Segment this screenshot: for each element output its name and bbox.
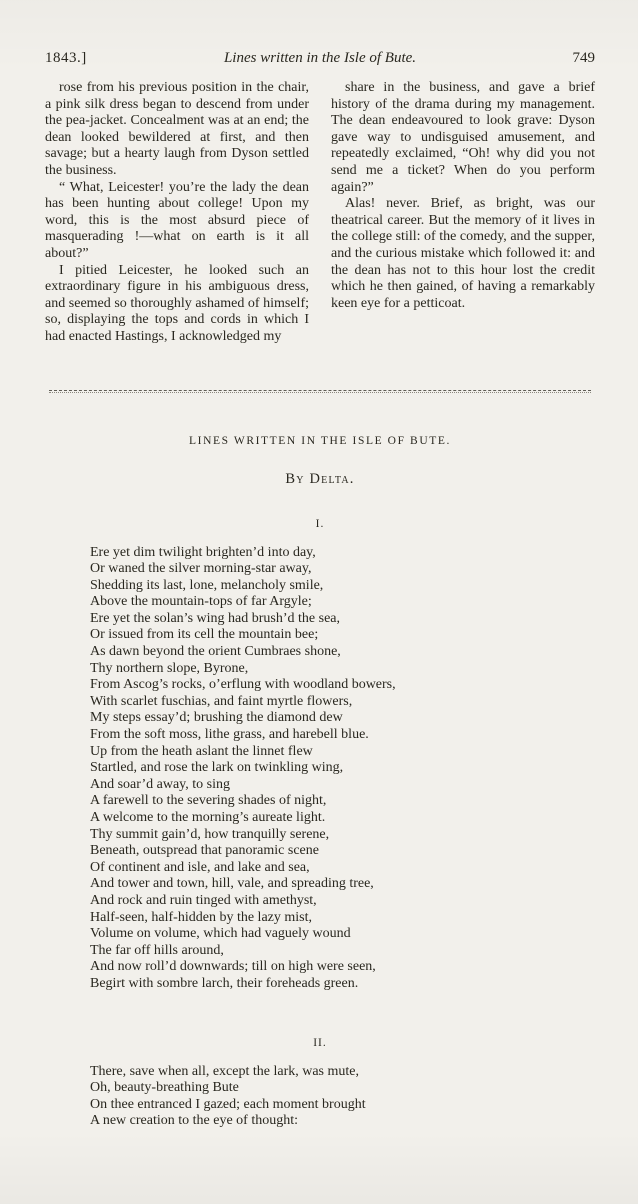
poem-article bbox=[45, 435, 595, 1130]
poem-line: Ere yet the solan’s wing had brush’d the sea, bbox=[90, 610, 340, 626]
paragraph: share in the business, and gave a brief history of the drama during my management. The dean endeavoured to look grave: Dyson gave way to undisguised amusement, and repeatedly exclaimed, “Oh! why did you not send me a ticket? When do you perform again?” bbox=[331, 80, 595, 195]
header-page-number: 749 bbox=[572, 50, 595, 66]
poem-line: Begirt with sombre larch, their foreheads green. bbox=[90, 975, 359, 991]
poem-line: Thy northern slope, Byrone, bbox=[90, 660, 249, 676]
poem-line: A welcome to the morning’s aureate light. bbox=[90, 810, 326, 825]
section-numeral-2: II. bbox=[313, 1036, 327, 1049]
poem-line: There, save when all, except the lark, was mute, bbox=[90, 1063, 360, 1079]
poem-line: And now roll’d downwards; till on high were seen, bbox=[90, 959, 376, 975]
poem-line: Oh, beauty-breathing Bute bbox=[90, 1080, 239, 1096]
poem-byline: By Delta. bbox=[285, 470, 355, 487]
poem-line: Shedding its last, lone, melancholy smile, bbox=[90, 577, 324, 593]
poem-line: A new creation to the eye of thought: bbox=[90, 1113, 298, 1129]
poem-line: Up from the heath aslant the linnet flew bbox=[90, 743, 313, 759]
page-header bbox=[45, 50, 595, 67]
poem-title: LINES WRITTEN IN THE ISLE OF BUTE. bbox=[189, 434, 451, 447]
paragraph: I pitied Leicester, he looked such an extraordinary figure in his ambiguous dress, and seemed so thoroughly ashamed of himself; so, displaying the tops and cords in which I had enacted Hastings, I acknowledged my bbox=[45, 262, 309, 344]
header-year: 1843.] bbox=[45, 50, 87, 66]
poem-line: With scarlet fuschias, and faint myrtle flowers, bbox=[90, 693, 353, 709]
section-numeral-1: I. bbox=[315, 517, 325, 530]
left-column bbox=[45, 80, 309, 346]
poem-line: Of continent and isle, and lake and sea, bbox=[90, 859, 310, 875]
poem-line: Or issued from its cell the mountain bee; bbox=[90, 627, 319, 643]
poem-line: Above the mountain-tops of far Argyle; bbox=[90, 594, 312, 610]
poem-line: And rock and ruin tinged with amethyst, bbox=[90, 892, 317, 908]
paragraph: rose from his previous position in the chair, a pink silk dress began to descend from under the pea-jacket. Concealment was at an end; the dean looked bewildered at first, and then savage; but a hearty laugh from Dyson settled the business. bbox=[45, 80, 309, 178]
poem-line: The far off hills around, bbox=[90, 942, 224, 958]
header-running-title: Lines written in the Isle of Bute. bbox=[223, 50, 417, 66]
poem-line: Half-seen, half-hidden by the lazy mist, bbox=[90, 909, 312, 925]
poem-line: From the soft moss, lithe grass, and harebell blue. bbox=[90, 727, 369, 743]
poem-line: And soar’d away, to sing bbox=[90, 776, 230, 792]
poem-line: On thee entranced I gazed; each moment brought bbox=[90, 1096, 366, 1112]
poem-line: My steps essay’d; brushing the diamond dew bbox=[90, 710, 343, 726]
poem-line: Volume on volume, which had vaguely wound bbox=[90, 926, 351, 942]
prose-columns bbox=[45, 80, 595, 346]
poem-stanza-1 bbox=[90, 545, 595, 993]
paragraph: “ What, Leicester! you’re the lady the dean has been hunting about college! Upon my word, this is the most absurd piece of masquerading !—what on earth is it all about?” bbox=[45, 179, 309, 261]
poem-line: As dawn beyond the orient Cumbraes shone, bbox=[90, 644, 341, 660]
poem-line: Thy summit gain’d, how tranquilly serene, bbox=[90, 826, 330, 842]
poem-line: And tower and town, hill, vale, and spreading tree, bbox=[90, 876, 374, 892]
poem-line: Ere yet dim twilight brighten’d into day, bbox=[90, 544, 316, 560]
paragraph: Alas! never. Brief, as bright, was our theatrical career. But the memory of it lives in the college still: of the comedy, and the supper, and the curious mistake which followed it: and the dean has not to this hour lost the credit which he then gained, of having a remarkably keen eye for a petticoat. bbox=[331, 196, 595, 311]
right-column bbox=[331, 80, 595, 346]
section-divider-rule bbox=[49, 390, 591, 393]
poem-stanza-2 bbox=[90, 1064, 595, 1130]
poem-line: Or waned the silver morning-star away, bbox=[90, 561, 312, 577]
poem-line: A farewell to the severing shades of night, bbox=[90, 793, 327, 809]
poem-line: From Ascog’s rocks, o’erflung with woodland bowers, bbox=[90, 677, 396, 693]
poem-line: Startled, and rose the lark on twinkling wing, bbox=[90, 760, 344, 776]
poem-line: Beneath, outspread that panoramic scene bbox=[90, 843, 319, 859]
